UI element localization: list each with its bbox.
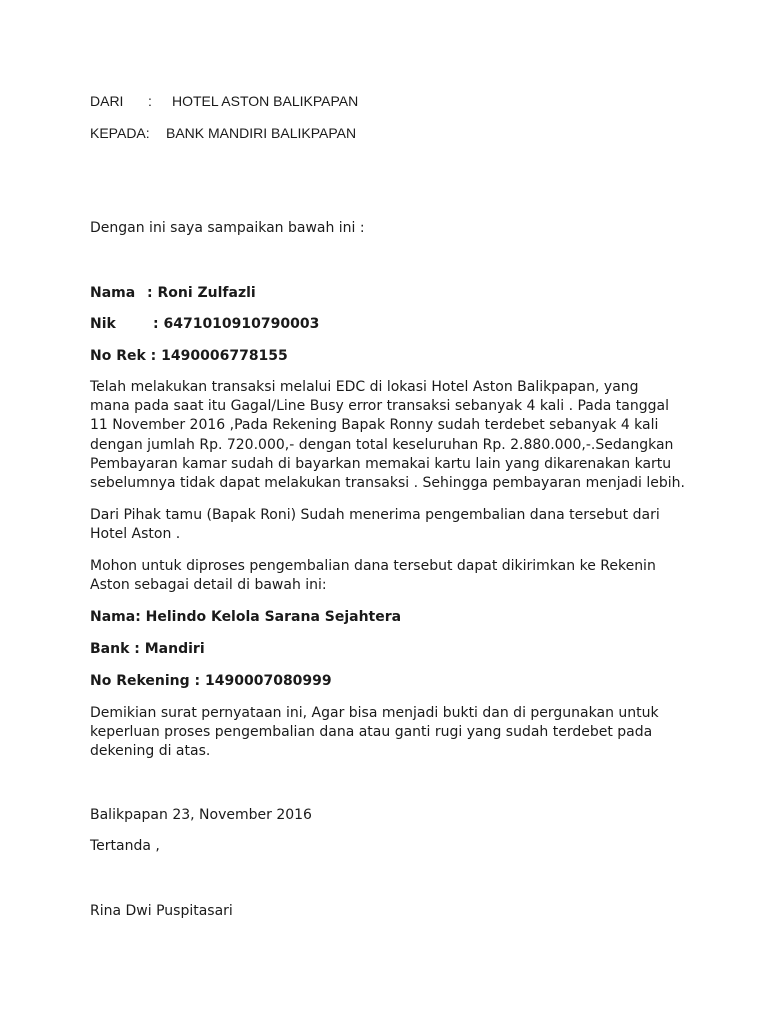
intro-text: Dengan ini saya sampaikan bawah ini :	[90, 220, 365, 236]
signer-name: Rina Dwi Puspitasari	[90, 903, 233, 919]
body-paragraph-3	[90, 557, 690, 595]
customer-name-line	[90, 284, 256, 303]
body-paragraph-1	[90, 378, 690, 493]
customer-nik-line	[90, 315, 319, 334]
customer-account-line: No Rek : 1490006778155	[90, 348, 288, 364]
beneficiary-account-line: No Rekening : 1490007080999	[90, 673, 332, 689]
customer-name-value: : Roni Zulfazli	[147, 285, 256, 301]
paragraph-line: mana pada saat itu Gagal/Line Busy error transaksi sebanyak 4 kali . Pada tanggal	[90, 398, 669, 415]
beneficiary-name-line: Nama: Helindo Kelola Sarana Sejahtera	[90, 609, 402, 625]
paragraph-line: Pembayaran kamar sudah di bayarkan memakai kartu lain yang dikarenakan kartu	[90, 455, 672, 472]
paragraph-line: Hotel Aston .	[90, 526, 181, 543]
from-colon: :	[148, 93, 152, 109]
from-value: HOTEL ASTON BALIKPAPAN	[172, 93, 359, 109]
customer-name-label: Nama	[90, 285, 136, 301]
paragraph-line: 11 November 2016 ,Pada Rekening Bapak Ronny sudah terdebet sebanyak 4 kali	[90, 417, 659, 434]
paragraph-line: dengan jumlah Rp. 720.000,- dengan total keseluruhan Rp. 2.880.000,-.Sedangkan	[90, 436, 674, 453]
sign-label: Tertanda ,	[90, 838, 160, 854]
to-label: KEPADA:	[90, 125, 150, 141]
from-label: DARI	[90, 93, 124, 109]
paragraph-line: sebelumnya tidak dapat melakukan transaksi . Sehingga pembayaran menjadi lebih.	[90, 475, 685, 492]
paragraph-line: Aston sebagai detail di bawah ini:	[90, 577, 327, 594]
paragraph-line: Mohon untuk diproses pengembalian dana tersebut dapat dikirimkan ke Rekenin	[90, 558, 656, 574]
paragraph-line: keperluan proses pengembalian dana atau ganti rugi yang sudah terdebet pada	[90, 724, 653, 741]
paragraph-line: dekening di atas.	[90, 743, 211, 760]
closing-paragraph	[90, 704, 690, 762]
to-value: BANK MANDIRI BALIKPAPAN	[166, 125, 357, 141]
customer-nik-value: : 6471010910790003	[153, 316, 320, 332]
from-line	[90, 92, 358, 111]
customer-nik-label: Nik	[90, 316, 116, 332]
paragraph-line: Demikian surat pernyataan ini, Agar bisa menjadi bukti dan di pergunakan untuk	[90, 705, 659, 721]
body-paragraph-2	[90, 506, 690, 544]
paragraph-line: Dari Pihak tamu (Bapak Roni) Sudah menerima pengembalian dana tersebut dari	[90, 507, 660, 523]
place-date: Balikpapan 23, November 2016	[90, 807, 312, 823]
beneficiary-bank-line: Bank : Mandiri	[90, 641, 205, 657]
paragraph-line: Telah melakukan transaksi melalui EDC di lokasi Hotel Aston Balikpapan, yang	[90, 379, 639, 395]
to-line	[90, 124, 356, 143]
